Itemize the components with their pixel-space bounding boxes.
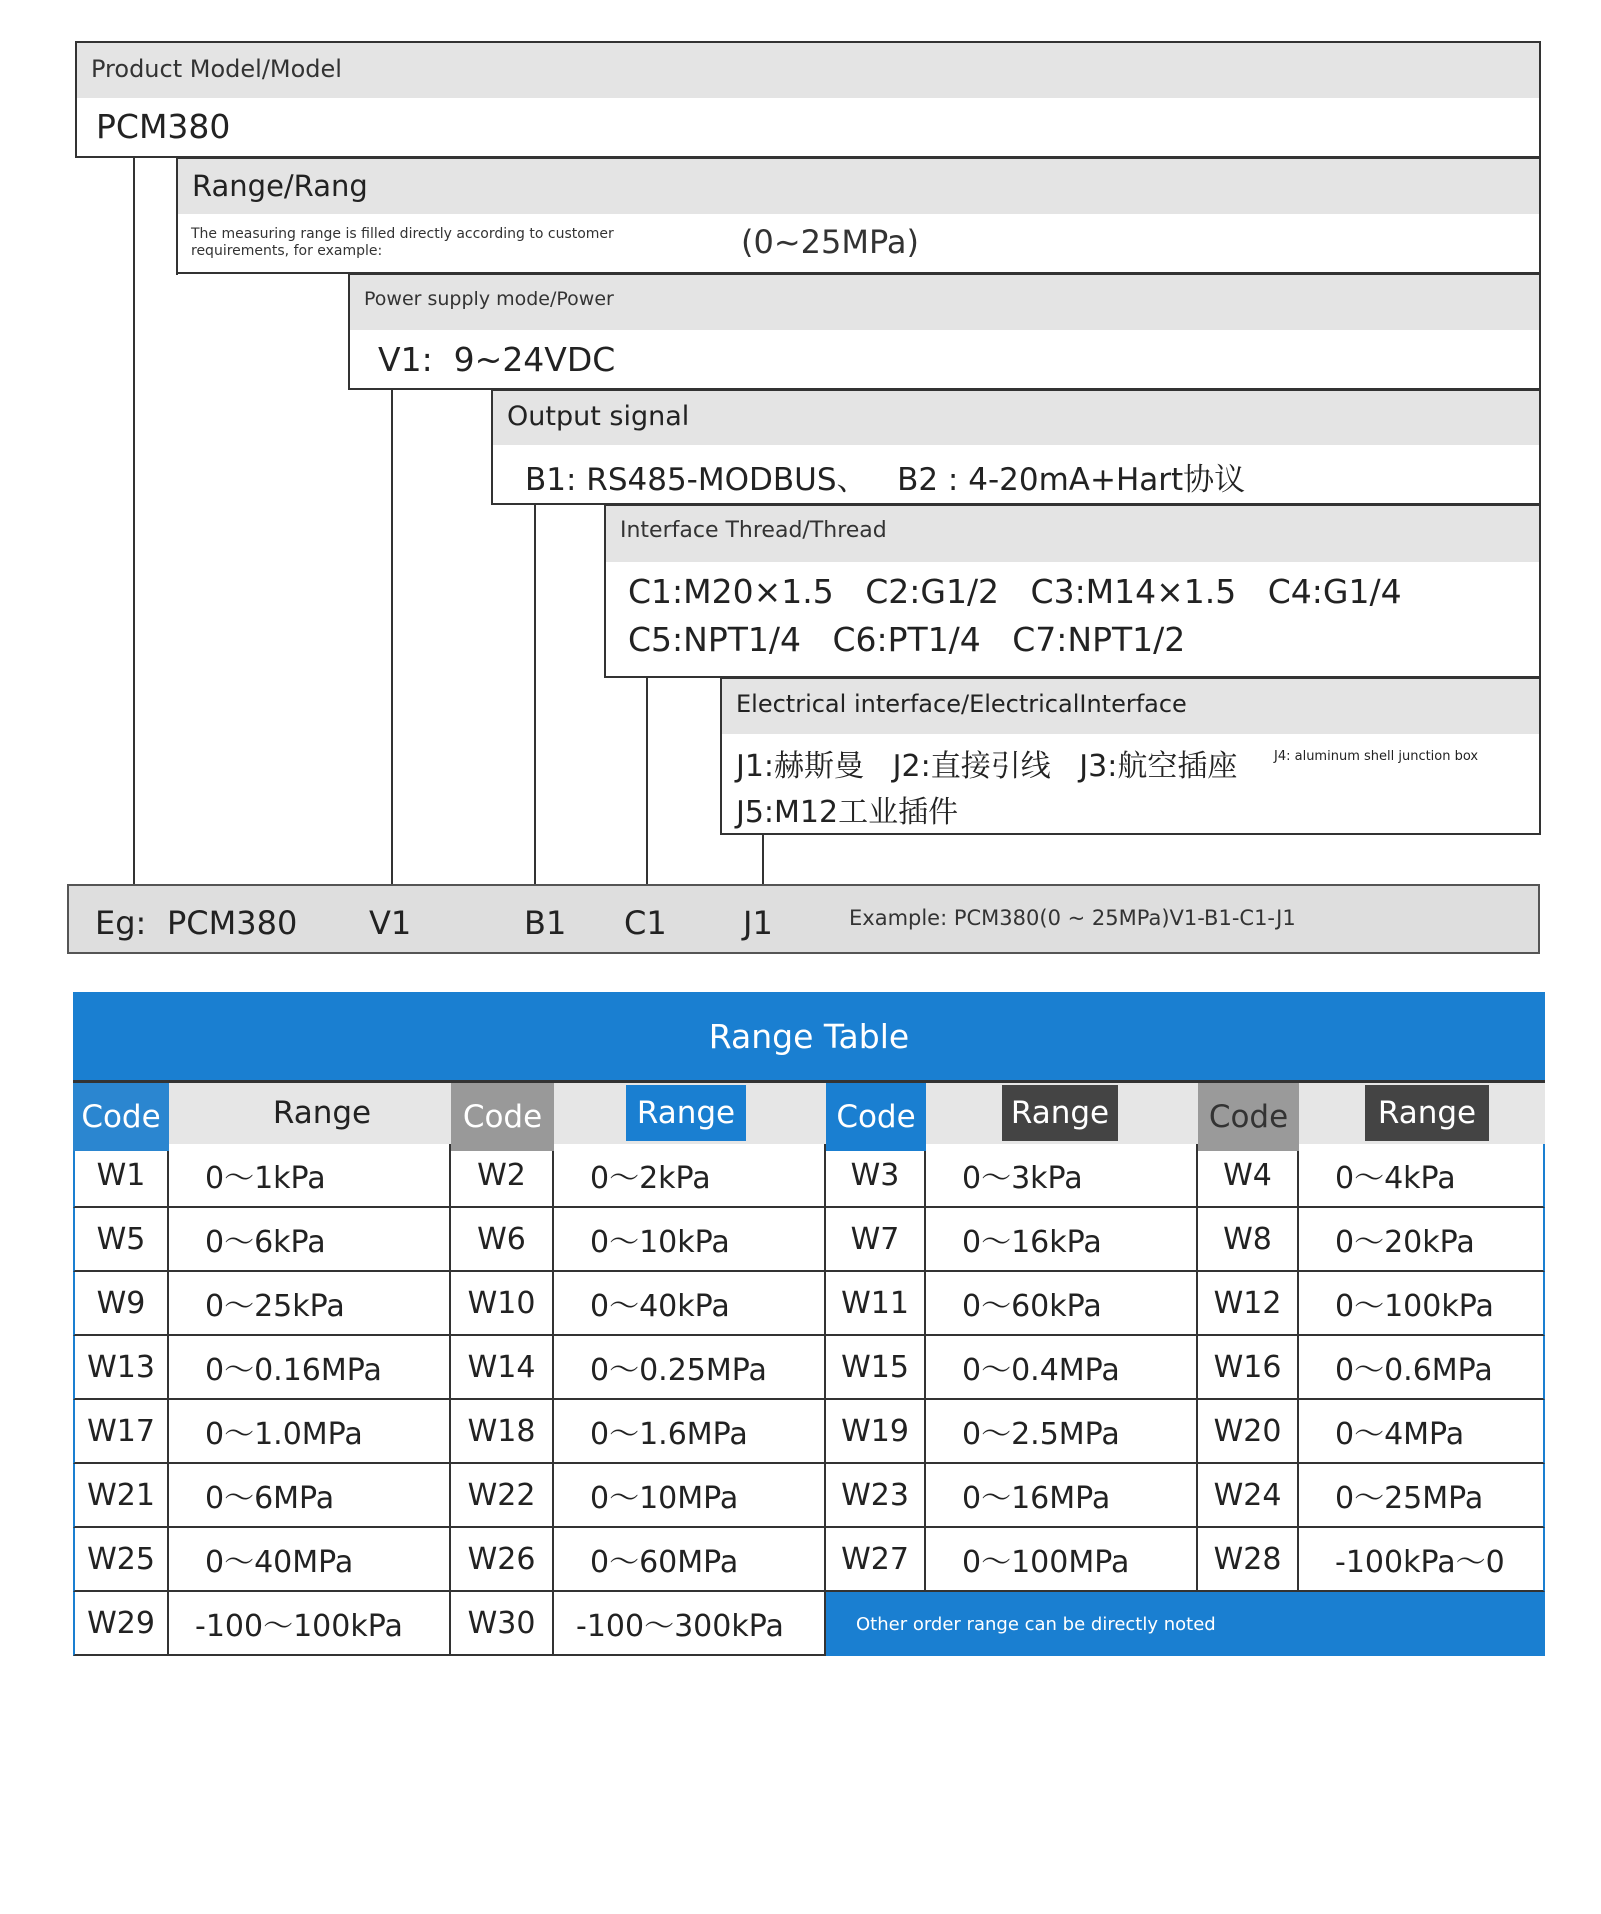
range-code-cell: W26 (451, 1528, 554, 1592)
range-code-cell: W5 (73, 1208, 169, 1272)
example-prefix: Eg: (95, 904, 147, 942)
range-table-title: Range Table (73, 992, 1545, 1080)
range-value-cell: 0～20kPa (1299, 1208, 1545, 1272)
range-value-cell: 0～60kPa (926, 1272, 1198, 1336)
range-code-cell: W9 (73, 1272, 169, 1336)
range-value-cell: 0～0.6MPa (1299, 1336, 1545, 1400)
range-value-cell: 0～25MPa (1299, 1464, 1545, 1528)
range-value-cell: 0～40kPa (554, 1272, 826, 1336)
range-code-cell: W22 (451, 1464, 554, 1528)
header-range-2 (554, 1080, 826, 1144)
range-code-cell: W27 (826, 1528, 926, 1592)
connector-line-electrical (762, 834, 764, 885)
range-box (176, 157, 1541, 274)
header-code-4 (1198, 1080, 1299, 1144)
range-code-cell: W16 (1198, 1336, 1299, 1400)
example-output: B1 (524, 904, 567, 942)
range-value-cell: 0～10MPa (554, 1464, 826, 1528)
model-box (75, 41, 1541, 158)
range-code-cell: W23 (826, 1464, 926, 1528)
example-model: PCM380 (167, 904, 298, 942)
range-code-cell: W29 (73, 1592, 169, 1656)
range-code-cell: W13 (73, 1336, 169, 1400)
range-value-cell: 0～0.25MPa (554, 1336, 826, 1400)
range-example: (0~25MPa) (741, 223, 919, 261)
connector-line-power (391, 389, 393, 885)
range-code-cell: W15 (826, 1336, 926, 1400)
range-code-cell: W8 (1198, 1208, 1299, 1272)
range-code-cell: W14 (451, 1336, 554, 1400)
range-code-cell: W21 (73, 1464, 169, 1528)
range-value-cell: 0～60MPa (554, 1528, 826, 1592)
range-table-note: Other order range can be directly noted (826, 1592, 1545, 1656)
header-range-3 (926, 1080, 1198, 1144)
range-code-cell: W1 (73, 1144, 169, 1208)
electrical-header: Electrical interface/ElectricalInterface (722, 679, 1539, 734)
power-box (348, 273, 1541, 390)
range-value-cell: 0～2kPa (554, 1144, 826, 1208)
range-value-cell: 0～10kPa (554, 1208, 826, 1272)
connector-line-range (176, 158, 178, 275)
model-value: PCM380 (96, 107, 231, 146)
example-electrical: J1 (743, 904, 773, 942)
range-code-cell: W2 (451, 1144, 554, 1208)
range-value-cell: 0～40MPa (169, 1528, 451, 1592)
example-full: Example: PCM380(0 ~ 25MPa)V1-B1-C1-J1 (849, 906, 1296, 930)
range-table (73, 992, 1545, 1656)
range-value-cell: 0～4kPa (1299, 1144, 1545, 1208)
range-code-cell: W25 (73, 1528, 169, 1592)
thread-line2: C5:NPT1/4 C6:PT1/4 C7:NPT1/2 (628, 620, 1186, 659)
range-table-grid (73, 1080, 1545, 1656)
thread-line1: C1:M20×1.5 C2:G1/2 C3:M14×1.5 C4:G1/4 (628, 572, 1402, 611)
example-bar (67, 884, 1540, 954)
header-range-label: Range (626, 1085, 746, 1141)
range-header: Range/Rang (178, 159, 1539, 214)
range-code-cell: W19 (826, 1400, 926, 1464)
range-value-cell: 0～4MPa (1299, 1400, 1545, 1464)
range-code-cell: W28 (1198, 1528, 1299, 1592)
range-code-cell: W11 (826, 1272, 926, 1336)
output-box (491, 389, 1541, 505)
range-code-cell: W24 (1198, 1464, 1299, 1528)
thread-box (604, 504, 1541, 678)
thread-header: Interface Thread/Thread (606, 506, 1539, 562)
header-code-1 (73, 1080, 169, 1144)
range-code-cell: W17 (73, 1400, 169, 1464)
range-code-cell: W10 (451, 1272, 554, 1336)
range-value-cell: -100～100kPa (169, 1592, 451, 1656)
electrical-line1: J1:赫斯曼 J2:直接引线 J3:航空插座 (736, 749, 1238, 784)
header-range-1 (169, 1080, 451, 1144)
range-code-cell: W30 (451, 1592, 554, 1656)
range-value-cell: 0～3kPa (926, 1144, 1198, 1208)
range-value-cell: 0～100MPa (926, 1528, 1198, 1592)
header-code-label: Code (451, 1083, 554, 1151)
range-value-cell: 0～100kPa (1299, 1272, 1545, 1336)
range-value-cell: -100kPa～0 (1299, 1528, 1545, 1592)
header-range-label: Range (251, 1085, 393, 1141)
range-code-cell: W6 (451, 1208, 554, 1272)
range-value-cell: 0～6MPa (169, 1464, 451, 1528)
power-value: V1: 9~24VDC (378, 340, 616, 379)
range-code-cell: W3 (826, 1144, 926, 1208)
range-code-cell: W18 (451, 1400, 554, 1464)
header-code-2 (451, 1080, 554, 1144)
range-value-cell: 0～25kPa (169, 1272, 451, 1336)
header-code-label: Code (73, 1083, 169, 1151)
range-code-cell: W4 (1198, 1144, 1299, 1208)
range-value-cell: 0～0.16MPa (169, 1336, 451, 1400)
connector-line-thread (646, 677, 648, 885)
range-code-cell: W12 (1198, 1272, 1299, 1336)
connector-line-output (534, 504, 536, 885)
range-value-cell: 0～16MPa (926, 1464, 1198, 1528)
example-power: V1 (369, 904, 412, 942)
range-code-cell: W7 (826, 1208, 926, 1272)
connector-line-model (133, 158, 135, 885)
range-value-cell: 0～1.0MPa (169, 1400, 451, 1464)
header-range-label: Range (1002, 1085, 1118, 1141)
header-range-4 (1299, 1080, 1545, 1144)
header-range-label: Range (1365, 1085, 1489, 1141)
power-header: Power supply mode/Power (350, 275, 1539, 330)
header-code-label: Code (1198, 1083, 1299, 1151)
range-value-cell: 0～1.6MPa (554, 1400, 826, 1464)
range-note: The measuring range is filled directly according to customer requirements, for example: (191, 226, 614, 259)
range-value-cell: 0～2.5MPa (926, 1400, 1198, 1464)
header-code-label: Code (826, 1083, 926, 1151)
electrical-box (720, 677, 1541, 835)
example-thread: C1 (624, 904, 667, 942)
range-value-cell: 0～0.4MPa (926, 1336, 1198, 1400)
output-value: B1: RS485-MODBUS、 B2 : 4-20mA+Hart协议 (525, 462, 1246, 498)
range-value-cell: 0～16kPa (926, 1208, 1198, 1272)
electrical-line2: J5:M12工业插件 (736, 795, 959, 830)
electrical-j4: J4: aluminum shell junction box (1274, 749, 1529, 764)
range-value-cell: 0～1kPa (169, 1144, 451, 1208)
range-code-cell: W20 (1198, 1400, 1299, 1464)
output-header: Output signal (493, 391, 1539, 445)
range-value-cell: 0～6kPa (169, 1208, 451, 1272)
header-code-3 (826, 1080, 926, 1144)
model-header: Product Model/Model (77, 43, 1539, 98)
range-value-cell: -100～300kPa (554, 1592, 826, 1656)
